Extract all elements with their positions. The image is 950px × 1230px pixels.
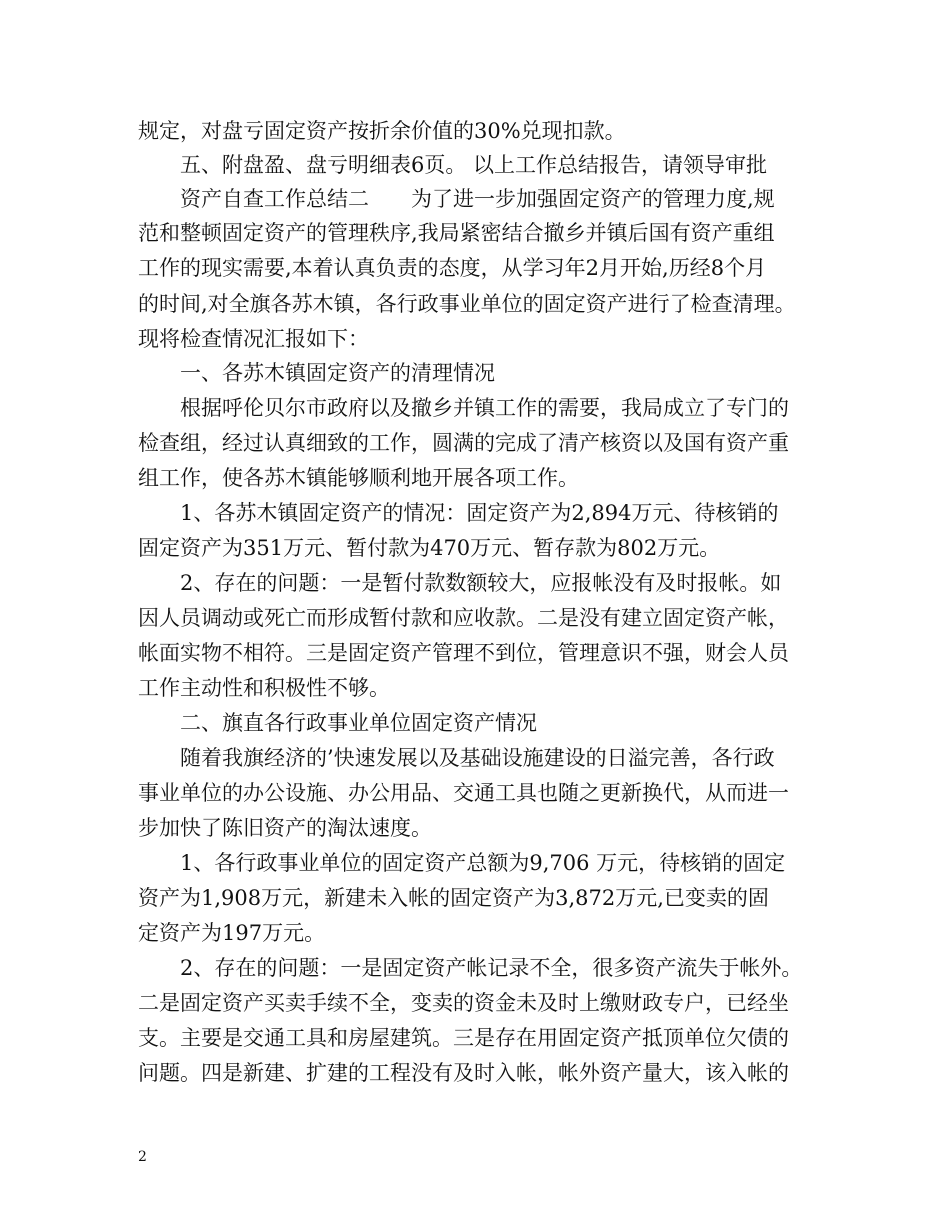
text-line: 规定，对盘亏固定资产按折余价值的30%兑现扣款。 <box>138 119 626 143</box>
page-number: 2 <box>138 1149 147 1165</box>
text-line: 因人员调动或死亡而形成暂付款和应收款。二是没有建立固定资产帐， <box>138 606 789 630</box>
text-line: 现将检查情况汇报如下： <box>138 327 369 351</box>
text-line: 检查组，经过认真细致的工作，圆满的完成了清产核资以及国有资产重 <box>138 431 789 455</box>
text-line: 问题。四是新建、扩建的工程没有及时入帐，帐外资产量大，该入帐的 <box>138 1061 789 1085</box>
text-line: 步加快了陈旧资产的淘汰速度。 <box>138 816 432 840</box>
text-line: 的时间,对全旗各苏木镇，各行政事业单位的固定资产进行了检查清理。 <box>138 292 796 316</box>
text-line: 2、存在的问题：一是暂付款数额较大，应报帐没有及时报帐。如 <box>180 571 782 595</box>
text-line: 随着我旗经济的’快速发展以及基础设施建设的日溢完善，各行政 <box>180 746 775 770</box>
section-heading: 二、旗直各行政事业单位固定资产情况 <box>180 711 537 735</box>
text-line: 定资产为197万元。 <box>138 921 326 945</box>
text-line: 范和整顿固定资产的管理秩序,我局紧密结合撤乡并镇后国有资产重组 <box>138 221 775 245</box>
text-line: 资产为1,908万元，新建未入帐的固定资产为3,872万元,已变卖的固 <box>138 886 769 910</box>
text-line: 根据呼伦贝尔市政府以及撤乡并镇工作的需要，我局成立了专门的 <box>180 396 789 420</box>
text-line: 支。主要是交通工具和房屋建筑。三是存在用固定资产抵顶单位欠债的 <box>138 1026 789 1050</box>
text-line: 五、附盘盈、盘亏明细表6页。 以上工作总结报告，请领导审批 <box>180 153 768 177</box>
text-line: 工作主动性和积极性不够。 <box>138 676 390 700</box>
text-line: 二是固定资产买卖手续不全，变卖的资金未及时上缴财政专户，已经坐 <box>138 991 789 1015</box>
text-line: 1、各苏木镇固定资产的情况：固定资产为2,894万元、待核销的 <box>180 501 779 525</box>
text-line: 事业单位的办公设施、办公用品、交通工具也随之更新换代，从而进一 <box>138 781 789 805</box>
text-line: 1、各行政事业单位的固定资产总额为9,706 万元，待核销的固定 <box>180 851 786 875</box>
text-line: 2、存在的问题：一是固定资产帐记录不全，很多资产流失于帐外。 <box>180 956 803 980</box>
section-heading: 一、各苏木镇固定资产的清理情况 <box>180 361 495 385</box>
text-line: 组工作，使各苏木镇能够顺利地开展各项工作。 <box>138 466 579 490</box>
text-line: 固定资产为351万元、暂付款为470万元、暂存款为802万元。 <box>138 536 721 560</box>
text-line: 帐面实物不相符。三是固定资产管理不到位，管理意识不强，财会人员 <box>138 641 789 665</box>
text-line: 资产自查工作总结二 为了进一步加强固定资产的管理力度,规 <box>180 187 775 211</box>
text-line: 工作的现实需要,本着认真负责的态度，从学习年2月开始,历经8个月 <box>138 256 767 280</box>
